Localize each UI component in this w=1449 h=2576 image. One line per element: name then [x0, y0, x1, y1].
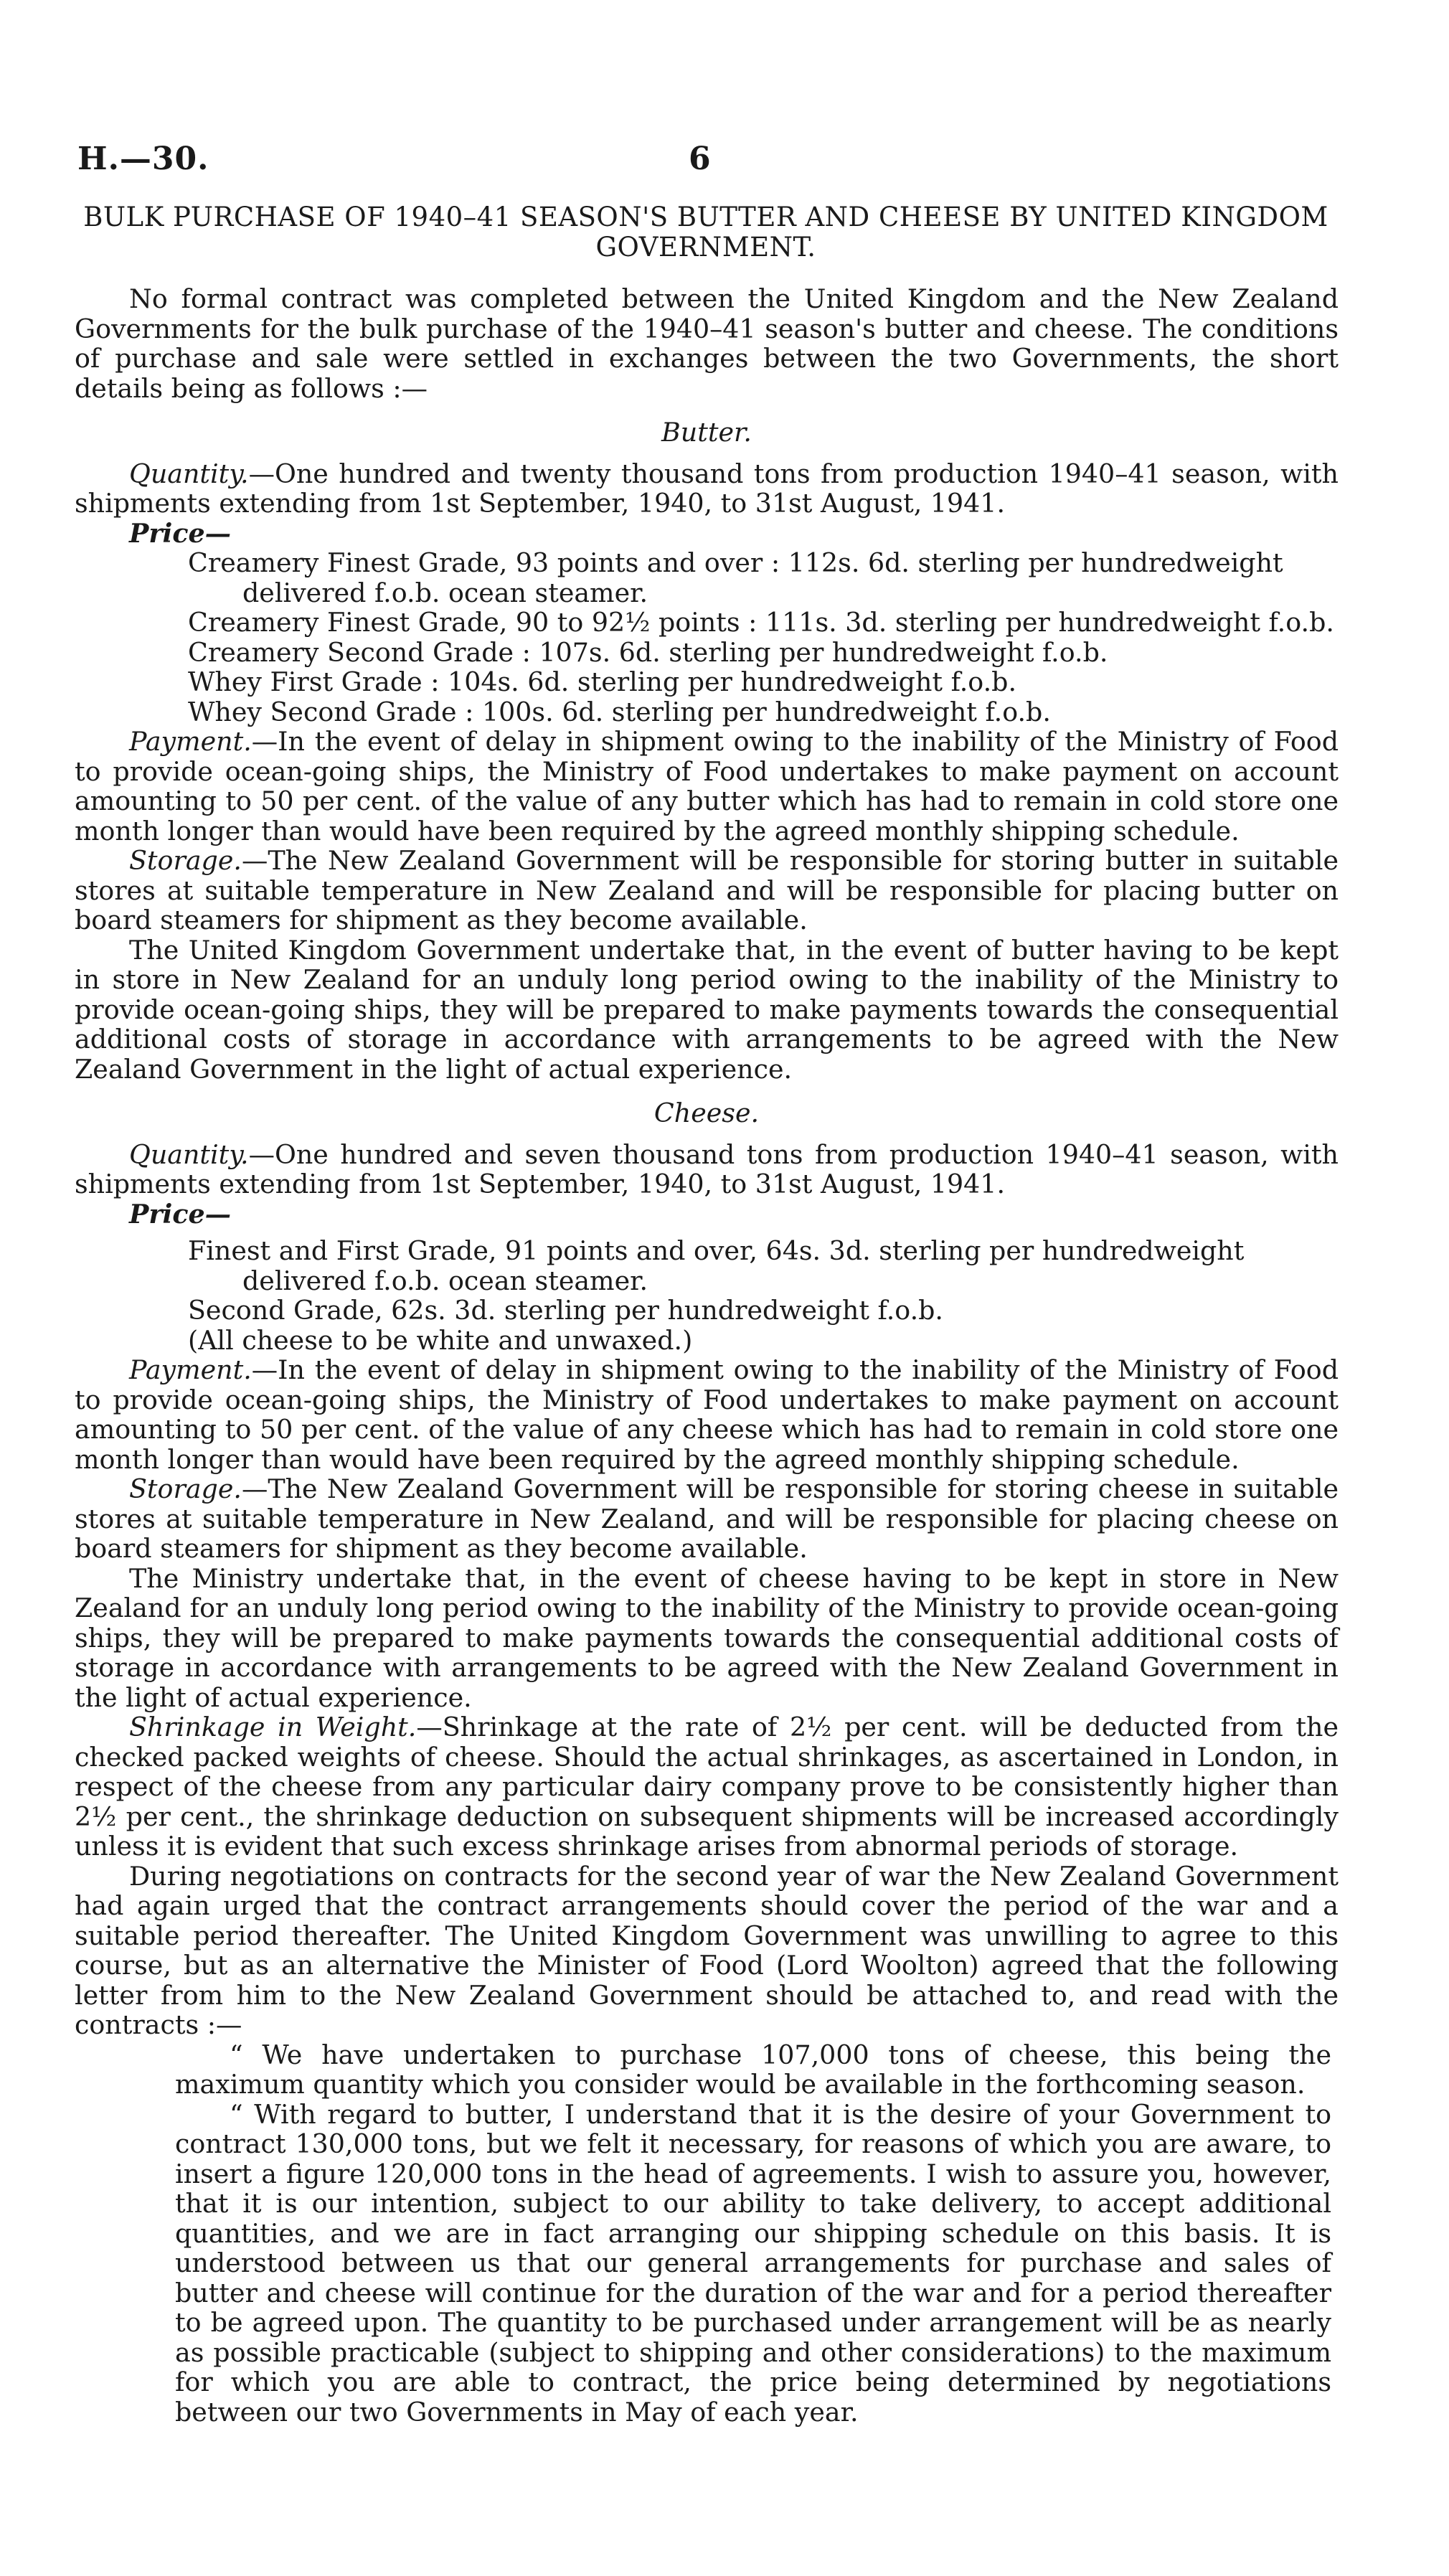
butter-price-item: Whey First Grade : 104s. 6d. sterling per hundredweight f.o.b.: [188, 666, 1017, 697]
butter-payment-label: Payment.: [129, 726, 252, 757]
cheese-payment-text: —In the event of delay in shipment owing to the inability of the Ministry of Food to provide ocean-going ships, the Ministry of Food undertakes to make payment on account amounting to 50 per cent. of the value of any cheese which has had to remain in cold store one month longer than would have been required by the agreed monthly shipping schedule.: [75, 1354, 1339, 1475]
butter-quantity-paragraph: [75, 459, 1339, 519]
cheese-price-label: Price—: [129, 1198, 232, 1230]
cheese-undertaking-paragraph: The Ministry undertake that, in the event of cheese having to be kept in store in New Zealand for an unduly long period owing to the inability of the Ministry to provide ocean-going ships, they will be prepared to make payments towards the consequential additional costs of storage in accordance with arrangements to be agreed with the New Zealand Government in the light of actual experience.: [75, 1562, 1339, 1713]
letter-paragraph: “ With regard to butter, I understand that it is the desire of your Government to contract 130,000 tons, but we felt it necessary, for reasons of which you are aware, to insert a figure 120,000 tons in the head of agreements. I wish to assure you, however, that it is our intention, subject to our ability to take delivery, to accept additional quantities, and we are in fact arranging our shipping schedule on this basis. It is understood between us that our general arrangements for purchase and sales of butter and cheese will continue for the duration of the war and for a period thereafter to be agreed upon. The quantity to be purchased under arrangement will be as nearly as possible practicable (subject to shipping and other considerations) to the maximum for which you are able to contract, the price being determined by negotiations between our two Governments in May of each year.: [175, 2098, 1331, 2428]
butter-price-item: Creamery Second Grade : 107s. 6d. sterling per hundredweight f.o.b.: [188, 636, 1108, 668]
cheese-shrinkage-label: Shrinkage in Weight.: [129, 1712, 417, 1742]
cheese-shrinkage-paragraph: [75, 1712, 1339, 1862]
cheese-quantity-label: Quantity.: [129, 1138, 249, 1170]
butter-price-item: Creamery Finest Grade, 93 points and over : 112s. 6d. sterling per hundredweight delivered f.o.b. ocean steamer.: [188, 547, 1283, 608]
page-number: 6: [689, 141, 711, 177]
butter-heading: Butter.: [661, 417, 752, 448]
section-title: BULK PURCHASE OF 1940–41 SEASON'S BUTTER AND CHEESE BY UNITED KINGDOM GOVERNMENT.: [83, 202, 1328, 263]
cheese-storage-text: —The New Zealand Government will be responsible for storing cheese in suitable stores at suitable temperature in New Zealand, and will be responsible for placing cheese on board steamers for shipment as they become available.: [75, 1473, 1339, 1564]
cheese-heading: Cheese.: [653, 1098, 760, 1128]
cheese-quantity-paragraph: [75, 1140, 1339, 1199]
cheese-quantity-text: —One hundred and seven thousand tons from production 1940–41 season, with shipments extending from 1st September, 1940, to 31st August, 1941.: [75, 1138, 1339, 1199]
butter-quantity-label: Quantity.: [129, 458, 249, 489]
letter-paragraph: “ We have undertaken to purchase 107,000 tons of cheese, this being the maximum quantity which you consider would be available in the forthcoming season.: [175, 2039, 1331, 2100]
cheese-shrinkage-text: —Shrinkage at the rate of 2½ per cent. will be deducted from the checked packed weights of cheese. Should the actual shrinkages, as ascertained in London, in respect of the cheese from any particular dairy company prove to be consistently higher than 2½ per cent., the shrinkage deduction on subsequent shipments will be increased accordingly unless it is evident that such excess shrinkage arises from abnormal periods of storage.: [75, 1712, 1339, 1862]
cheese-price-item: Second Grade, 62s. 3d. sterling per hundredweight f.o.b.: [188, 1295, 944, 1326]
butter-payment-paragraph: [75, 727, 1339, 846]
butter-storage-label: Storage.: [129, 845, 242, 876]
cheese-price-item: (All cheese to be white and unwaxed.): [188, 1324, 693, 1356]
document-reference: H.—30.: [77, 141, 209, 177]
butter-price-item: Whey Second Grade : 100s. 6d. sterling per hundredweight f.o.b.: [188, 696, 1051, 727]
butter-quantity-text: —One hundred and twenty thousand tons from production 1940–41 season, with shipments extending from 1st September, 1940, to 31st August, 1941.: [75, 458, 1339, 519]
cheese-storage-label: Storage.: [129, 1473, 242, 1504]
butter-payment-text: —In the event of delay in shipment owing to the inability of the Ministry of Food to provide ocean-going ships, the Ministry of Food undertakes to make payment on account amounting to 50 per cent. of the value of any butter which has had to remain in cold store one month longer than would have been required by the agreed monthly shipping schedule.: [75, 726, 1339, 846]
cheese-payment-paragraph: [75, 1355, 1339, 1474]
butter-undertaking-paragraph: The United Kingdom Government undertake that, in the event of butter having to be kept in store in New Zealand for an unduly long period owing to the inability of the Ministry to provide ocean-going ships, they will be prepared to make payments towards the consequential additional costs of storage in accordance with arrangements to be agreed with the New Zealand Government in the light of actual experience.: [75, 934, 1339, 1085]
cheese-storage-paragraph: [75, 1474, 1339, 1564]
butter-storage-text: —The New Zealand Government will be responsible for storing butter in suitable stores at suitable temperature in New Zealand and will be responsible for placing butter on board steamers for shipment as they become available.: [75, 845, 1339, 935]
quoted-letter: [175, 2040, 1331, 2428]
cheese-price-item: Finest and First Grade, 91 points and over, 64s. 3d. sterling per hundredweight delivered f.o.b. ocean steamer.: [188, 1235, 1245, 1296]
document-body: [75, 284, 1339, 2427]
butter-storage-paragraph: [75, 846, 1339, 935]
butter-price-label: Price—: [129, 517, 232, 549]
negotiations-paragraph: During negotiations on contracts for the second year of war the New Zealand Government had again urged that the contract arrangements should cover the period of the war and a suitable period thereafter. The United Kingdom Government was unwilling to agree to this course, but as an alternative the Minister of Food (Lord Woolton) agreed that the following letter from him to the New Zealand Government should be attached to, and read with the contracts :—: [75, 1860, 1339, 2040]
cheese-payment-label: Payment.: [129, 1354, 252, 1385]
butter-price-item: Creamery Finest Grade, 90 to 92½ points : 111s. 3d. sterling per hundredweight f.o.b.: [188, 607, 1334, 638]
intro-paragraph: No formal contract was completed between the United Kingdom and the New Zealand Governments for the bulk purchase of the 1940–41 season's butter and cheese. The conditions of purchase and sale were settled in exchanges between the two Governments, the short details being as follows :—: [75, 283, 1339, 404]
